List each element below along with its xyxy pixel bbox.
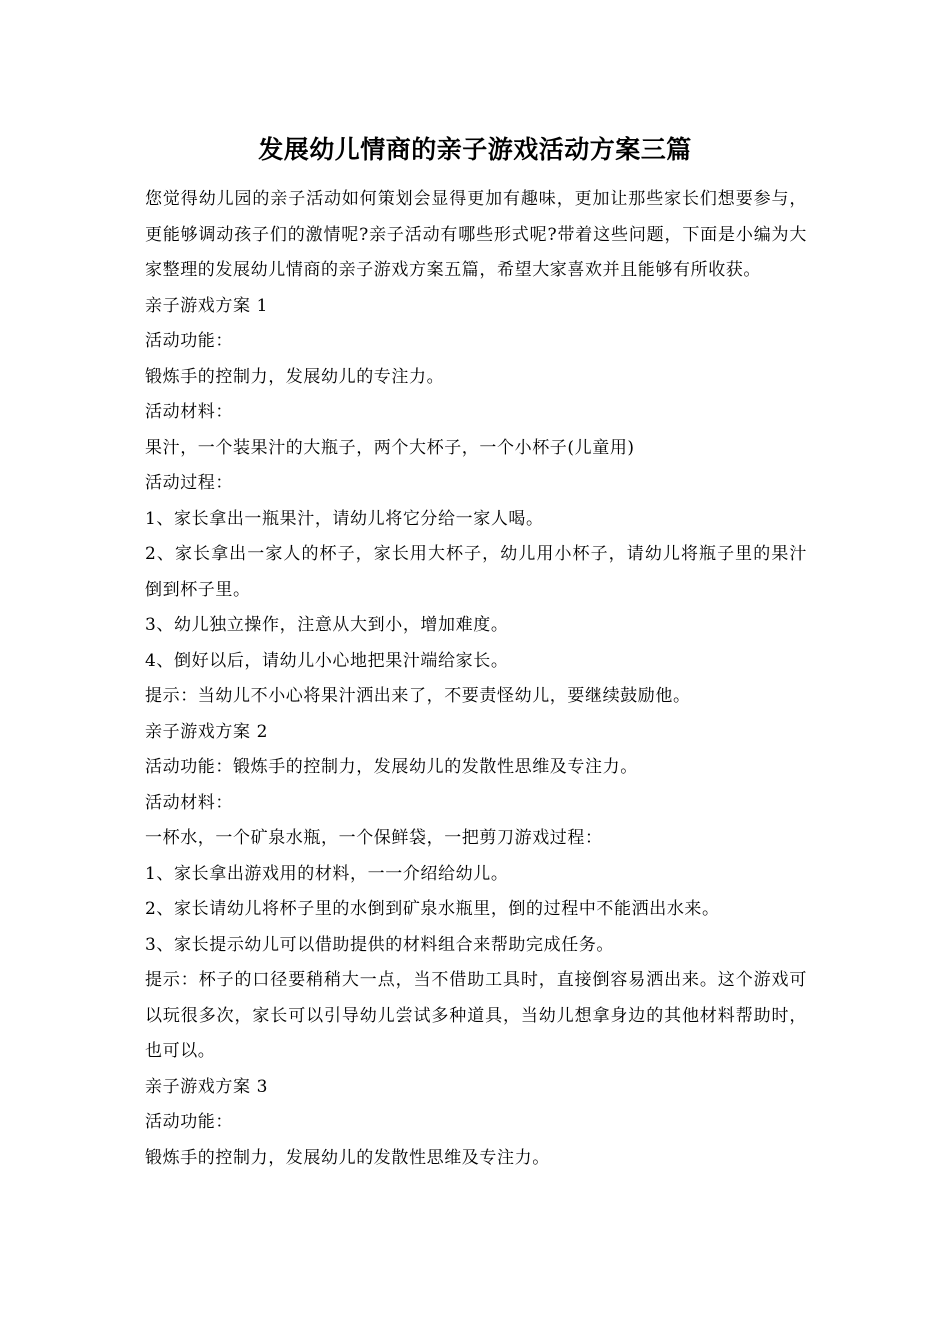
intro-paragraph: 您觉得幼儿园的亲子活动如何策划会显得更加有趣味，更加让那些家长们想要参与，更能够调动孩子们的激情呢?亲子活动有哪些形式呢?带着这些问题，下面是小编为大家整理的发展幼儿情商的亲子游戏方案五篇，希望大家喜欢并且能够有所收获。	[145, 189, 807, 280]
activity-function-label: 活动功能：	[145, 1112, 233, 1132]
process-step: 1、家长拿出游戏用的材料，一一介绍给幼儿。	[145, 863, 509, 884]
process-step: 3、幼儿独立操作，注意从大到小，增加难度。	[145, 615, 509, 635]
document-body	[145, 182, 807, 1176]
activity-materials-label: 活动材料：	[145, 402, 233, 422]
activity-function-text: 活动功能：锻炼手的控制力，发展幼儿的发散性思维及专注力。	[145, 757, 638, 777]
section-heading-plan-2: 亲子游戏方案 2	[145, 721, 269, 742]
section-heading-plan-3: 亲子游戏方案 3	[145, 1076, 269, 1097]
document-title: 发展幼儿情商的亲子游戏活动方案三篇	[258, 135, 692, 164]
tip-paragraph: 提示：杯子的口径要稍稍大一点，当不借助工具时，直接倒容易洒出来。这个游戏可以玩很多次，家长可以引导幼儿尝试多种道具，当幼儿想拿身边的其他材料帮助时，也可以。	[145, 970, 807, 1061]
section-heading-plan-1: 亲子游戏方案 1	[145, 295, 269, 316]
activity-function-text: 锻炼手的控制力，发展幼儿的专注力。	[145, 366, 445, 387]
activity-materials-text: 一杯水，一个矿泉水瓶，一个保鲜袋，一把剪刀游戏过程：	[145, 828, 603, 848]
activity-function-text: 锻炼手的控制力，发展幼儿的发散性思维及专注力。	[145, 1147, 550, 1168]
process-step: 4、倒好以后，请幼儿小心地把果汁端给家长。	[145, 650, 509, 671]
tip-paragraph: 提示：当幼儿不小心将果汁洒出来了，不要责怪幼儿，要继续鼓励他。	[145, 686, 691, 706]
process-step: 3、家长提示幼儿可以借助提供的材料组合来帮助完成任务。	[145, 934, 615, 955]
activity-function-label: 活动功能：	[145, 331, 233, 351]
activity-process-label: 活动过程：	[145, 473, 233, 493]
process-step: 2、家长拿出一家人的杯子，家长用大杯子，幼儿用小杯子，请幼儿将瓶子里的果汁倒到杯子里。	[145, 544, 807, 600]
process-step: 1、家长拿出一瓶果汁，请幼儿将它分给一家人喝。	[145, 508, 544, 529]
activity-materials-text: 果汁，一个装果汁的大瓶子，两个大杯子，一个小杯子(儿童用)	[145, 437, 635, 458]
activity-materials-label: 活动材料：	[145, 792, 233, 813]
process-step: 2、家长请幼儿将杯子里的水倒到矿泉水瓶里，倒的过程中不能洒出水来。	[145, 899, 720, 919]
